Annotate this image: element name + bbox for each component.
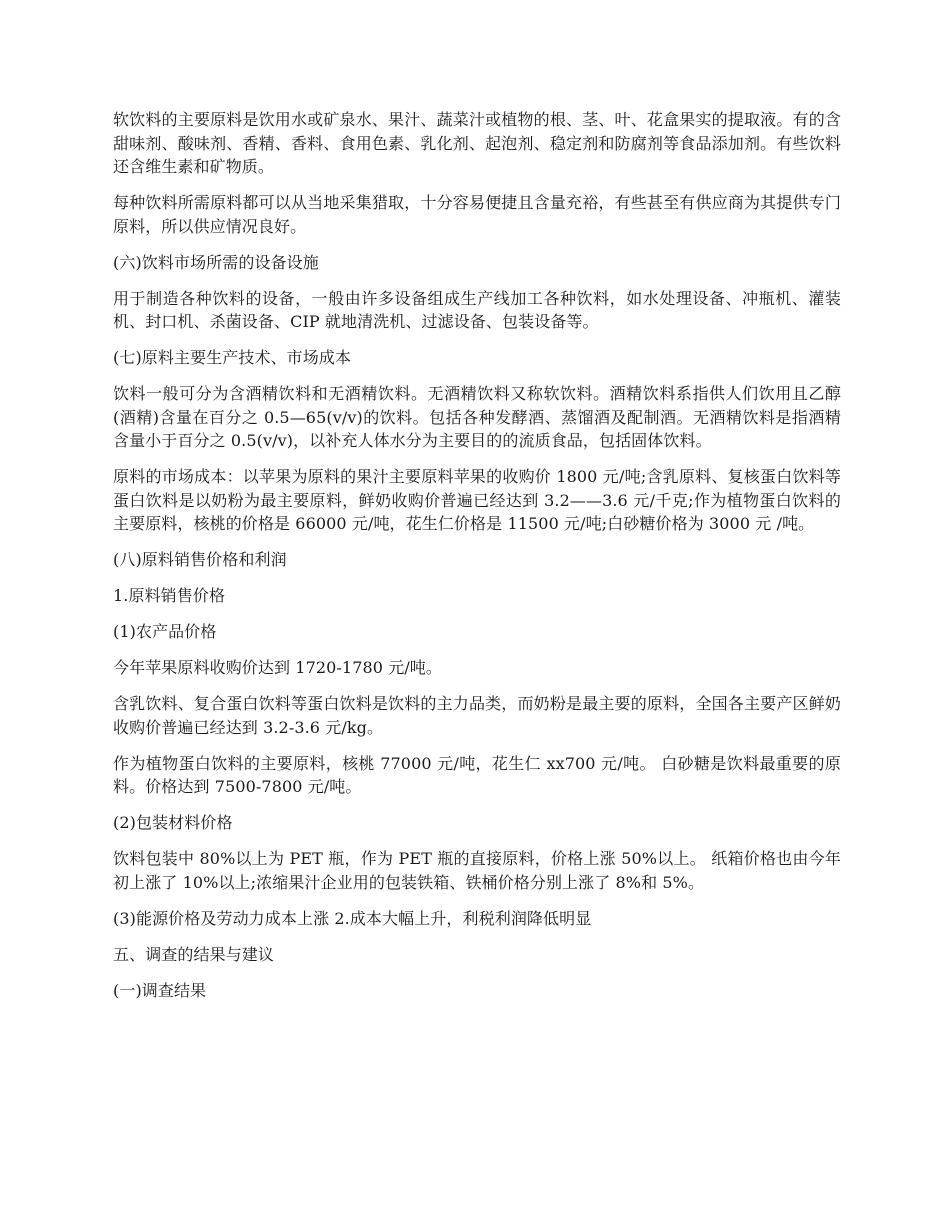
- subheading-agri-price: (1)农产品价格: [113, 622, 217, 641]
- section-heading-technology-cost: (七)原料主要生产技术、市场成本: [113, 348, 352, 367]
- section-heading-equipment: (六)饮料市场所需的设备设施: [113, 252, 319, 272]
- paragraph-apple-price: 今年苹果原料收购价达到 1720-1780 元/吨。: [113, 658, 443, 677]
- document-page: [113, 108, 841, 1015]
- subheading-packaging-price: (2)包装材料价格: [113, 813, 233, 832]
- paragraph-milk-price: 含乳饮料、复合蛋白饮料等蛋白饮料是饮料的主力品类，而奶粉是最主要的原料，全国各主要产区鲜奶收购价普遍已经达到 3.2-3.6 元/kg。: [113, 694, 841, 737]
- section-heading-results: 五、调查的结果与建议: [113, 944, 275, 964]
- paragraph-market-cost: 原料的市场成本：以苹果为原料的果汁主要原料苹果的收购价 1800 元/吨;含乳原料、复核蛋白饮料等蛋白饮料是以奶粉为最主要原料，鲜奶收购价普遍已经达到 3.2——3.6 元/千克;作为植物蛋白饮料的主要原料，核桃的价格是 66000 元/吨，花生仁价格是 11500 元/吨;白砂糖价格为 3000 元 /吨。: [113, 467, 841, 533]
- section-heading-price-profit: (八)原料销售价格和利润: [113, 550, 287, 569]
- subheading-survey-results: (一)调查结果: [113, 980, 207, 1000]
- paragraph-plant-protein-price: 作为植物蛋白饮料的主要原料，核桃 77000 元/吨，花生仁 xx700 元/吨。 白砂糖是饮料最重要的原料。价格达到 7500-7800 元/吨。: [113, 753, 841, 796]
- subheading-energy-labor: (3)能源价格及劳动力成本上涨 2.成本大幅上升，利税利润降低明显: [113, 908, 592, 928]
- paragraph-raw-materials: 软饮料的主要原料是饮用水或矿泉水、果汁、蔬菜汁或植物的根、茎、叶、花盒果实的提取液。有的含甜味剂、酸味剂、香精、香料、食用色素、乳化剂、起泡剂、稳定剂和防腐剂等食品添加剂。有些饮料还含维生素和矿物质。: [113, 110, 841, 176]
- paragraph-beverage-types: 饮料一般可分为含酒精饮料和无酒精饮料。无酒精饮料又称软饮料。酒精饮料系指供人们饮用且乙醇(酒精)含量在百分之 0.5—65(v/v)的饮料。包括各种发酵酒、蒸馏酒及配制酒。无酒精饮料是指酒精含量小于百分之 0.5(v/v)，以补充人体水分为主要目的的流质食品，包括固体饮料。: [113, 384, 841, 450]
- paragraph-packaging: 饮料包装中 80%以上为 PET 瓶，作为 PET 瓶的直接原料，价格上涨 50%以上。 纸箱价格也由今年初上涨了 10%以上;浓缩果汁企业用的包装铁箱、铁桶价格分别上涨了 8%和 5%。: [113, 849, 841, 892]
- paragraph-equipment: 用于制造各种饮料的设备，一般由许多设备组成生产线加工各种饮料，如水处理设备、冲瓶机、灌装机、封口机、杀菌设备、CIP 就地清洗机、过滤设备、包装设备等。: [113, 288, 841, 331]
- paragraph-supply: 每种饮料所需原料都可以从当地采集猎取，十分容易便捷且含量充裕，有些甚至有供应商为其提供专门原料，所以供应情况良好。: [113, 193, 841, 236]
- subheading-sales-price: 1.原料销售价格: [113, 586, 226, 605]
